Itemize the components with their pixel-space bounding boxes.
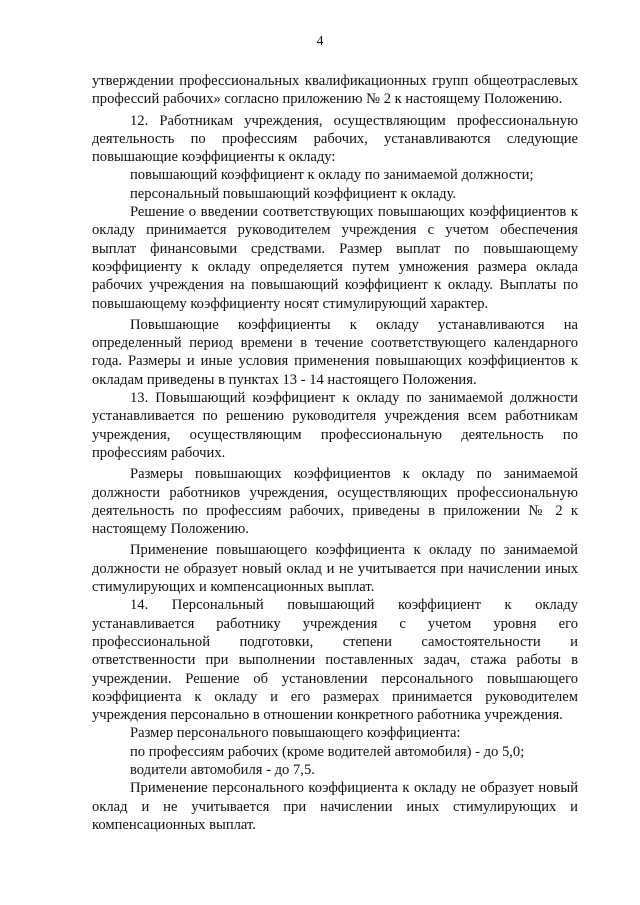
- paragraph: персональный повышающий коэффициент к окладу.: [130, 185, 457, 202]
- paragraph: Размер персонального повышающего коэффициента:: [130, 725, 461, 742]
- paragraph: утверждении профессиональных квалификационных групп общеотраслевых профессий рабочих» согласно приложению № 2 к настоящему Положению.: [92, 73, 578, 108]
- paragraph: 13. Повышающий коэффициент к окладу по занимаемой должности устанавливается по решению руководителя учреждения всем работникам учреждения, осуществляющим профессиональную деятельность по профессиям рабочих.: [92, 390, 578, 461]
- paragraph: Решение о введении соответствующих повышающих коэффициентов к окладу принимается руководителем учреждения с учетом обеспечения выплат финансовыми средствами. Размер выплат по повышающему коэффициенту к окладу определяется путем умножения размера оклада рабочих учреждения на повышающий коэффициент к окладу. Выплаты по повышающему коэффициенту носят стимулирующий характер.: [92, 204, 578, 312]
- document-body: [92, 72, 578, 834]
- paragraph: по профессиям рабочих (кроме водителей автомобиля) - до 5,0;: [130, 743, 525, 760]
- paragraph: Повышающие коэффициенты к окладу устанавливаются на определенный период времени в течение соответствующего календарного года. Размеры и иные условия применения повышающих коэффициентов к окладам приведены в пунктах 13 - 14 настоящего Положения.: [92, 316, 578, 388]
- paragraph: водители автомобиля - до 7,5.: [130, 761, 315, 778]
- page-number: 4: [316, 34, 324, 49]
- paragraph: Размеры повышающих коэффициентов к окладу по занимаемой должности работников учреждения, осуществляющих профессиональную деятельность по профессиям рабочих, приведены в приложении № 2 к настоящему Положению.: [92, 466, 578, 538]
- paragraph: 12. Работникам учреждения, осуществляющим профессиональную деятельность по профессиям рабочих, устанавливаются следующие повышающие коэффициенты к окладу:: [92, 112, 578, 166]
- paragraph: Применение персонального коэффициента к окладу не образует новый оклад и не учитывается при начислении иных стимулирующих и компенсационных выплат.: [92, 780, 578, 833]
- paragraph: 14. Персональный повышающий коэффициент к окладу устанавливается работнику учреждения с учетом уровня его профессиональной подготовки, степени самостоятельности и ответственности при выполнении поставленных задач, стажа работы в учреждении. Решение об установлении персонального повышающего коэффициента к окладу и его размерах принимается руководителем учреждения персонально в отношении конкретного работника учреждения.: [92, 597, 578, 724]
- paragraph: Применение повышающего коэффициента к окладу по занимаемой должности не образует новый оклад и не учитывается при начислении иных стимулирующих и компенсационных выплат.: [92, 542, 578, 596]
- paragraph: повышающий коэффициент к окладу по занимаемой должности;: [130, 167, 534, 184]
